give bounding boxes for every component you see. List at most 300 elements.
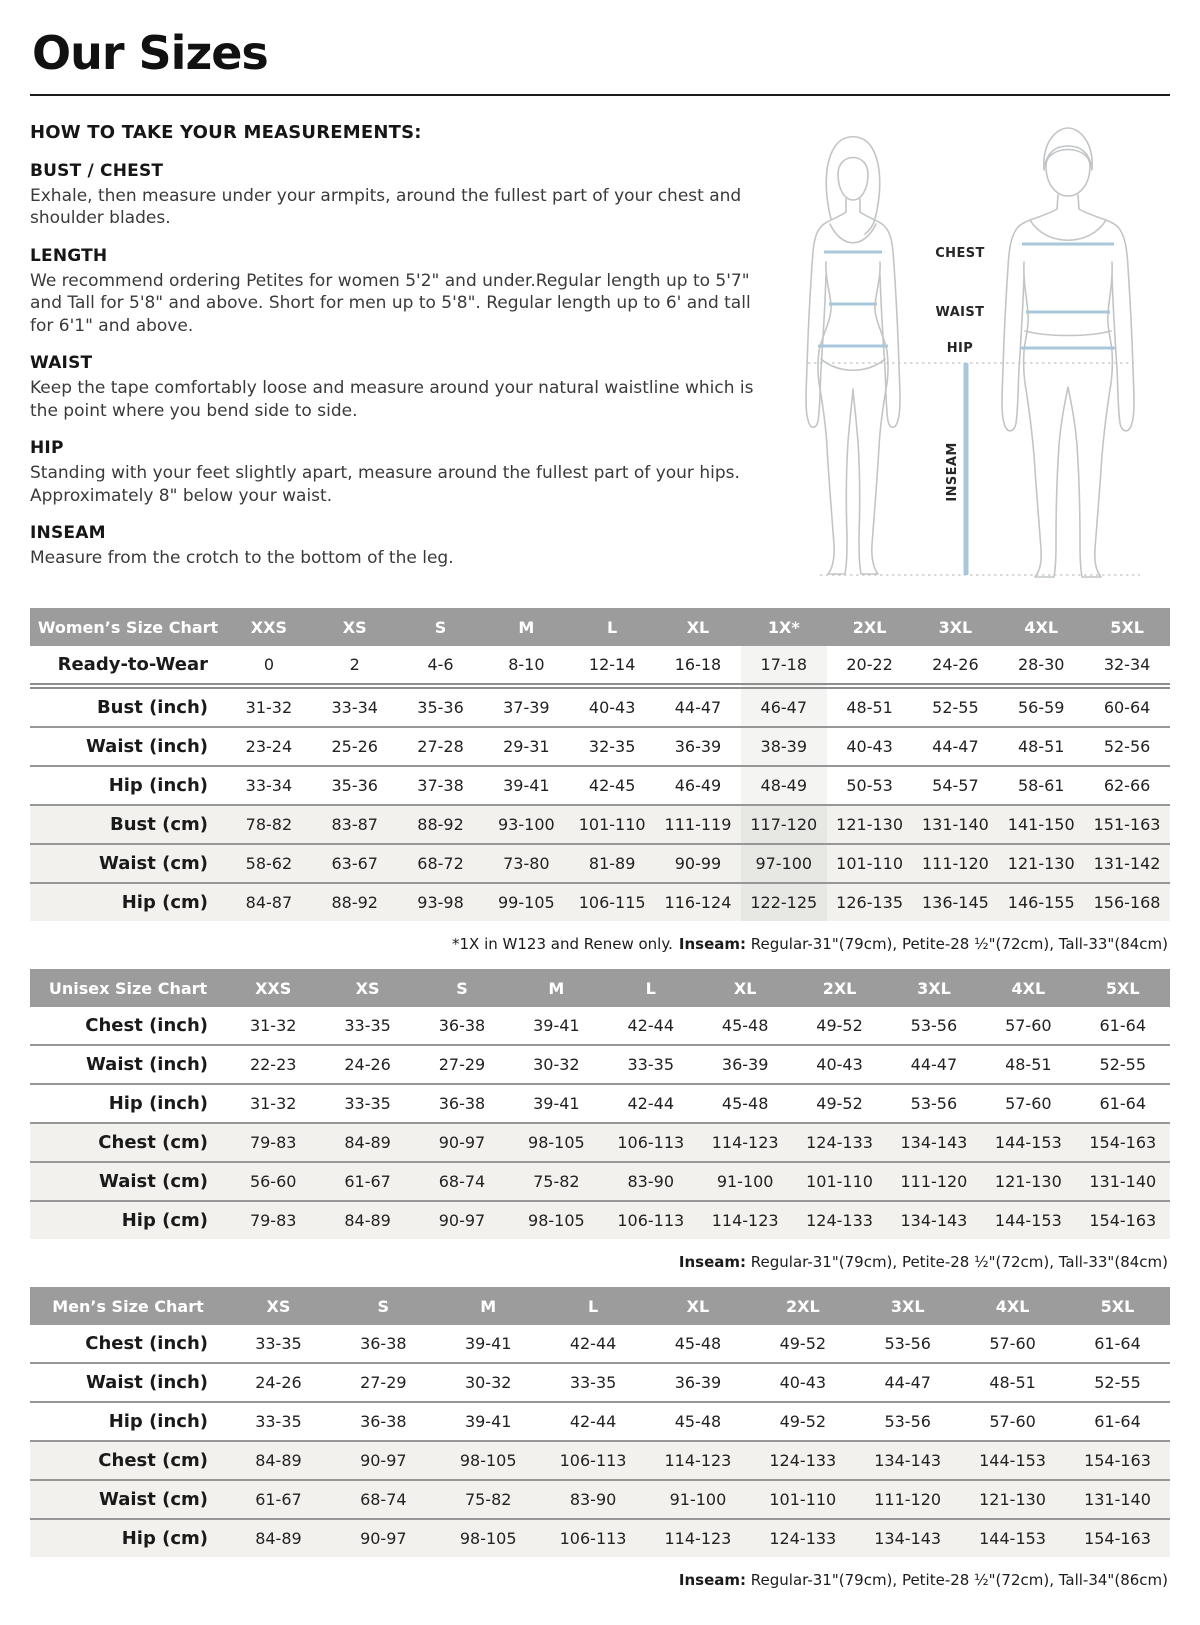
table-row — [30, 883, 1170, 921]
one-x-footnote: *1X in W123 and Renew only. — [452, 935, 673, 953]
size-value-cell: 111-119 — [664, 815, 732, 834]
section-title: INSEAM — [30, 522, 106, 543]
table-row — [30, 1045, 1170, 1084]
inseam-footnote-text: Regular-31"(79cm), Petite-28 ½"(72cm), Tall-33"(84cm) — [746, 1253, 1168, 1271]
size-value-cell: 101-110 — [836, 854, 904, 873]
size-column-header: L — [569, 608, 655, 646]
size-column-header: 5XL — [1084, 608, 1170, 646]
size-column-header: M — [483, 608, 569, 646]
size-value-cell: 124-133 — [769, 1529, 837, 1548]
size-value-cell: 36-38 — [360, 1334, 407, 1353]
size-column-header: 4XL — [981, 969, 1075, 1007]
section-inseam — [30, 523, 758, 569]
size-value-cell: 83-90 — [569, 1490, 617, 1509]
mens-inseam-footnote — [679, 1571, 1168, 1589]
size-value-cell: 134-143 — [900, 1133, 968, 1152]
table-header-row — [30, 1287, 1170, 1325]
size-value-cell: 124-133 — [806, 1211, 873, 1230]
size-value-cell: 38-39 — [741, 727, 827, 766]
size-value-cell: 45-48 — [721, 1094, 769, 1113]
size-value-cell: 44-47 — [932, 737, 979, 756]
size-value-cell: 57-60 — [1005, 1016, 1052, 1035]
section-title: WAIST — [30, 353, 93, 374]
inseam-footnote-text: Regular-31"(79cm), Petite-28 ½"(72cm), Tall-34"(86cm) — [746, 1571, 1168, 1589]
size-value-cell: 40-43 — [779, 1373, 827, 1392]
measurement-diagram — [768, 116, 1170, 592]
size-value-cell: 61-67 — [255, 1490, 302, 1509]
size-value-cell: 79-83 — [249, 1133, 297, 1152]
size-column-header: 5XL — [1065, 1287, 1170, 1325]
size-value-cell: 81-89 — [588, 854, 636, 873]
size-column-header: 4XL — [960, 1287, 1065, 1325]
size-value-cell: 121-130 — [1007, 854, 1075, 873]
size-value-cell: 154-163 — [1089, 1211, 1157, 1230]
row-label: Waist (inch) — [85, 736, 208, 757]
size-value-cell: 44-47 — [674, 698, 722, 717]
size-column-header: XS — [312, 608, 398, 646]
row-label: Hip (cm) — [121, 1528, 208, 1549]
size-column-header: 4XL — [998, 608, 1084, 646]
size-value-cell: 52-55 — [1094, 1373, 1141, 1392]
size-value-cell: 131-140 — [921, 815, 989, 834]
row-label: Chest (cm) — [98, 1450, 208, 1471]
size-value-cell: 90-97 — [438, 1211, 486, 1230]
size-value-cell: 56-60 — [249, 1172, 297, 1191]
table-row — [30, 844, 1170, 883]
size-value-cell: 57-60 — [1005, 1094, 1052, 1113]
size-value-cell: 37-38 — [417, 776, 464, 795]
table-row — [30, 1441, 1170, 1480]
table-title: Men’s Size Chart — [30, 1287, 226, 1325]
size-value-cell: 27-29 — [438, 1055, 486, 1074]
row-label: Hip (cm) — [121, 1210, 208, 1231]
inseam-footnote-text: Regular-31"(79cm), Petite-28 ½"(72cm), Tall-33"(84cm) — [746, 935, 1168, 953]
size-value-cell: 37-39 — [503, 698, 550, 717]
size-value-cell: 44-47 — [910, 1055, 958, 1074]
size-value-cell: 111-120 — [921, 854, 989, 873]
size-value-cell: 45-48 — [674, 1334, 722, 1353]
size-value-cell: 49-52 — [779, 1334, 827, 1353]
size-value-cell: 40-43 — [816, 1055, 863, 1074]
size-value-cell: 33-34 — [331, 698, 378, 717]
size-value-cell: 33-34 — [245, 776, 293, 795]
size-value-cell: 42-45 — [588, 776, 636, 795]
size-value-cell: 33-35 — [627, 1055, 674, 1074]
male-figure-outline — [1002, 128, 1134, 577]
size-value-cell: 33-35 — [344, 1016, 391, 1035]
size-value-cell: 63-67 — [331, 854, 378, 873]
size-column-header: S — [398, 608, 484, 646]
inseam-footnote-label: Inseam: — [678, 1571, 747, 1589]
size-value-cell: 31-32 — [245, 698, 293, 717]
size-value-cell: 154-163 — [1084, 1451, 1151, 1470]
size-value-cell: 144-153 — [979, 1451, 1046, 1470]
size-column-header: M — [436, 1287, 541, 1325]
size-column-header: L — [541, 1287, 646, 1325]
size-column-header: S — [331, 1287, 436, 1325]
size-value-cell: 106-115 — [578, 893, 646, 912]
table-title: Unisex Size Chart — [30, 969, 226, 1007]
size-value-cell: 75-82 — [533, 1172, 580, 1191]
size-value-cell: 53-56 — [910, 1094, 958, 1113]
size-value-cell: 58-62 — [245, 854, 293, 873]
section-body: Exhale, then measure under your armpits, around the fullest part of your chest and shoulder blades. — [30, 186, 742, 229]
size-value-cell: 111-120 — [900, 1172, 968, 1191]
size-value-cell: 32-34 — [1103, 655, 1151, 674]
table-row — [30, 1123, 1170, 1162]
size-column-header: XL — [655, 608, 741, 646]
size-value-cell: 35-36 — [417, 698, 464, 717]
size-value-cell: 61-67 — [344, 1172, 391, 1191]
size-column-header: 2XL — [792, 969, 886, 1007]
size-value-cell: 52-55 — [932, 698, 979, 717]
size-value-cell: 46-47 — [741, 686, 827, 727]
size-value-cell: 106-113 — [559, 1529, 627, 1548]
table-header-row — [30, 608, 1170, 646]
size-value-cell: 42-44 — [627, 1016, 674, 1035]
size-value-cell: 106-113 — [617, 1133, 685, 1152]
size-column-header: 3XL — [887, 969, 981, 1007]
size-value-cell: 48-49 — [741, 766, 827, 805]
size-value-cell: 33-35 — [255, 1412, 302, 1431]
table-row — [30, 1201, 1170, 1239]
mens-table-footnotes — [32, 1571, 1168, 1589]
size-value-cell: 98-105 — [459, 1451, 517, 1470]
measurement-instructions — [30, 120, 758, 575]
size-value-cell: 32-35 — [588, 737, 636, 756]
size-value-cell: 20-22 — [846, 655, 893, 674]
size-value-cell: 101-110 — [578, 815, 646, 834]
womens-inseam-footnote — [679, 935, 1168, 953]
section-length — [30, 246, 758, 337]
size-value-cell: 141-150 — [1007, 815, 1075, 834]
size-column-header: XS — [320, 969, 414, 1007]
size-column-header: 1X* — [741, 608, 827, 646]
table-row — [30, 1162, 1170, 1201]
size-value-cell: 0 — [263, 655, 274, 674]
size-value-cell: 90-97 — [438, 1133, 486, 1152]
size-value-cell: 4-6 — [427, 655, 454, 674]
size-value-cell: 154-163 — [1089, 1133, 1157, 1152]
section-title: BUST / CHEST — [30, 161, 164, 181]
table-row — [30, 1084, 1170, 1123]
size-value-cell: 88-92 — [417, 815, 464, 834]
title-divider — [30, 94, 1170, 96]
size-value-cell: 84-89 — [344, 1133, 391, 1152]
size-value-cell: 90-97 — [360, 1451, 407, 1470]
size-value-cell: 91-100 — [669, 1490, 727, 1509]
size-value-cell: 22-23 — [249, 1055, 297, 1074]
size-value-cell: 121-130 — [979, 1490, 1046, 1509]
size-value-cell: 114-123 — [664, 1529, 732, 1548]
size-value-cell: 151-163 — [1093, 815, 1161, 834]
size-tables-section — [30, 608, 1170, 1589]
size-value-cell: 36-39 — [674, 1373, 722, 1392]
size-column-header: XL — [646, 1287, 751, 1325]
size-value-cell: 116-124 — [664, 893, 732, 912]
size-value-cell: 68-74 — [438, 1172, 486, 1191]
table-row — [30, 1480, 1170, 1519]
size-value-cell: 30-32 — [533, 1055, 580, 1074]
size-value-cell: 146-155 — [1007, 893, 1075, 912]
size-value-cell: 101-110 — [769, 1490, 837, 1509]
intro-section — [30, 120, 1170, 592]
size-value-cell: 90-99 — [674, 854, 722, 873]
size-value-cell: 91-100 — [716, 1172, 774, 1191]
size-value-cell: 83-90 — [627, 1172, 674, 1191]
waist-label: WAIST — [935, 305, 985, 320]
size-value-cell: 31-32 — [249, 1094, 297, 1113]
inseam-footnote-label: Inseam: — [678, 1253, 747, 1271]
size-value-cell: 154-163 — [1084, 1529, 1151, 1548]
size-value-cell: 31-32 — [249, 1016, 297, 1035]
size-value-cell: 36-39 — [721, 1055, 769, 1074]
size-value-cell: 45-48 — [721, 1016, 769, 1035]
size-value-cell: 131-142 — [1093, 854, 1161, 873]
size-value-cell: 111-120 — [874, 1490, 942, 1509]
table-row — [30, 646, 1170, 686]
section-body: We recommend ordering Petites for women 5'2" and under.Regular length up to 5'7" and Tall for 5'8" and above. Short for men up to 5'8". Regular length up to 6' and tall for 6'1" and above. — [30, 270, 751, 336]
size-value-cell: 93-98 — [417, 893, 464, 912]
size-column-header: 3XL — [913, 608, 999, 646]
size-value-cell: 61-64 — [1099, 1094, 1146, 1113]
size-value-cell: 42-44 — [569, 1334, 617, 1353]
size-value-cell: 42-44 — [569, 1412, 617, 1431]
row-label: Waist (cm) — [99, 1171, 208, 1192]
table-header-row — [30, 969, 1170, 1007]
size-value-cell: 17-18 — [741, 646, 827, 686]
size-value-cell: 52-55 — [1099, 1055, 1146, 1074]
instructions-heading: HOW TO TAKE YOUR MEASUREMENTS: — [30, 122, 422, 143]
size-column-header: 2XL — [750, 1287, 855, 1325]
size-value-cell: 144-153 — [979, 1529, 1046, 1548]
size-value-cell: 84-87 — [245, 893, 293, 912]
size-value-cell: 36-38 — [438, 1016, 486, 1035]
size-column-header: XS — [226, 1287, 331, 1325]
size-value-cell: 136-145 — [921, 893, 989, 912]
hip-label: HIP — [946, 341, 974, 356]
size-value-cell: 49-52 — [779, 1412, 827, 1431]
row-label: Hip (inch) — [108, 775, 208, 796]
size-value-cell: 24-26 — [932, 655, 979, 674]
size-value-cell: 144-153 — [994, 1211, 1062, 1230]
size-value-cell: 33-35 — [569, 1373, 617, 1392]
size-value-cell: 60-64 — [1103, 698, 1151, 717]
size-value-cell: 53-56 — [884, 1334, 931, 1353]
size-value-cell: 44-47 — [884, 1373, 931, 1392]
size-value-cell: 12-14 — [588, 655, 636, 674]
size-value-cell: 61-64 — [1099, 1016, 1146, 1035]
unisex-inseam-footnote — [679, 1253, 1168, 1271]
size-value-cell: 134-143 — [874, 1451, 942, 1470]
size-value-cell: 48-51 — [989, 1373, 1036, 1392]
size-value-cell: 24-26 — [344, 1055, 391, 1074]
size-value-cell: 48-51 — [846, 698, 893, 717]
size-value-cell: 61-64 — [1094, 1412, 1141, 1431]
size-value-cell: 53-56 — [910, 1016, 958, 1035]
size-value-cell: 50-53 — [846, 776, 893, 795]
size-value-cell: 24-26 — [255, 1373, 302, 1392]
size-value-cell: 121-130 — [994, 1172, 1062, 1191]
size-value-cell: 134-143 — [900, 1211, 968, 1230]
row-label: Waist (inch) — [85, 1054, 208, 1075]
table-row — [30, 686, 1170, 727]
mens-size-table — [30, 1287, 1170, 1557]
table-row — [30, 727, 1170, 766]
size-value-cell: 54-57 — [932, 776, 979, 795]
size-value-cell: 46-49 — [674, 776, 722, 795]
size-value-cell: 61-64 — [1094, 1334, 1141, 1353]
size-value-cell: 27-29 — [360, 1373, 407, 1392]
size-value-cell: 88-92 — [331, 893, 378, 912]
size-column-header: M — [509, 969, 603, 1007]
size-value-cell: 42-44 — [627, 1094, 674, 1113]
size-value-cell: 79-83 — [249, 1211, 297, 1230]
row-label: Bust (cm) — [110, 814, 208, 835]
size-column-header: XXS — [226, 608, 312, 646]
size-value-cell: 30-32 — [464, 1373, 512, 1392]
size-value-cell: 48-51 — [1017, 737, 1065, 756]
size-column-header: S — [415, 969, 509, 1007]
size-value-cell: 33-35 — [344, 1094, 391, 1113]
row-label: Bust (inch) — [96, 697, 208, 718]
size-value-cell: 68-74 — [360, 1490, 407, 1509]
size-value-cell: 114-123 — [664, 1451, 732, 1470]
row-label: Hip (inch) — [108, 1093, 208, 1114]
page-title: Our Sizes — [32, 26, 268, 80]
row-label: Waist (cm) — [99, 1489, 208, 1510]
size-value-cell: 121-130 — [836, 815, 904, 834]
table-row — [30, 1007, 1170, 1045]
size-value-cell: 98-105 — [528, 1133, 585, 1152]
row-label: Hip (cm) — [121, 892, 208, 913]
size-value-cell: 33-35 — [255, 1334, 302, 1353]
table-row — [30, 1519, 1170, 1557]
size-value-cell: 36-39 — [674, 737, 722, 756]
chest-label: CHEST — [935, 246, 985, 261]
size-column-header: 3XL — [855, 1287, 960, 1325]
size-value-cell: 101-110 — [806, 1172, 873, 1191]
size-value-cell: 98-105 — [528, 1211, 585, 1230]
table-title: Women’s Size Chart — [30, 608, 226, 646]
section-bust-chest — [30, 161, 758, 230]
size-value-cell: 93-100 — [498, 815, 555, 834]
size-value-cell: 8-10 — [508, 655, 545, 674]
size-column-header: 2XL — [827, 608, 913, 646]
female-figure-outline — [806, 137, 900, 574]
section-body: Standing with your feet slightly apart, measure around the fullest part of your hips. Approximately 8" below your waist. — [30, 463, 740, 506]
size-value-cell: 124-133 — [806, 1133, 873, 1152]
size-value-cell: 39-41 — [464, 1334, 512, 1353]
size-value-cell: 131-140 — [1089, 1172, 1157, 1191]
size-value-cell: 134-143 — [874, 1529, 942, 1548]
section-body: Measure from the crotch to the bottom of the leg. — [30, 547, 454, 568]
size-column-header: 5XL — [1076, 969, 1170, 1007]
size-column-header: L — [604, 969, 698, 1007]
size-value-cell: 117-120 — [741, 805, 827, 844]
table-row — [30, 1325, 1170, 1363]
size-value-cell: 36-38 — [360, 1412, 407, 1431]
size-value-cell: 84-89 — [344, 1211, 391, 1230]
table-row — [30, 1363, 1170, 1402]
size-value-cell: 49-52 — [816, 1016, 863, 1035]
row-label: Waist (cm) — [99, 853, 208, 874]
row-label: Hip (inch) — [108, 1411, 208, 1432]
reference-lines — [808, 363, 1140, 575]
inseam-label: INSEAM — [945, 442, 960, 502]
size-value-cell: 124-133 — [769, 1451, 837, 1470]
size-value-cell: 39-41 — [533, 1094, 580, 1113]
size-value-cell: 28-30 — [1017, 655, 1065, 674]
section-title: LENGTH — [30, 245, 108, 266]
table-row — [30, 766, 1170, 805]
size-value-cell: 2 — [349, 655, 360, 674]
size-value-cell: 122-125 — [741, 883, 827, 921]
row-label: Ready-to-Wear — [57, 654, 208, 675]
table-row — [30, 805, 1170, 844]
size-value-cell: 68-72 — [417, 854, 464, 873]
size-value-cell: 53-56 — [884, 1412, 931, 1431]
size-value-cell: 56-59 — [1017, 698, 1065, 717]
size-value-cell: 40-43 — [588, 698, 636, 717]
size-value-cell: 131-140 — [1084, 1490, 1151, 1509]
size-value-cell: 156-168 — [1093, 893, 1161, 912]
section-body: Keep the tape comfortably loose and measure around your natural waistline which is the point where you bend side to side. — [30, 378, 754, 421]
size-value-cell: 52-56 — [1103, 737, 1151, 756]
table-row — [30, 1402, 1170, 1441]
size-column-header: XXS — [226, 969, 320, 1007]
size-value-cell: 73-80 — [503, 854, 550, 873]
size-value-cell: 90-97 — [360, 1529, 407, 1548]
size-value-cell: 84-89 — [255, 1529, 302, 1548]
size-value-cell: 106-113 — [559, 1451, 627, 1470]
size-value-cell: 39-41 — [503, 776, 550, 795]
size-value-cell: 75-82 — [464, 1490, 512, 1509]
row-label: Chest (cm) — [98, 1132, 208, 1153]
row-label: Waist (inch) — [85, 1372, 208, 1393]
size-value-cell: 23-24 — [245, 737, 293, 756]
size-value-cell: 106-113 — [617, 1211, 685, 1230]
womens-table-footnotes — [32, 935, 1168, 953]
size-value-cell: 45-48 — [674, 1412, 722, 1431]
inseam-footnote-label: Inseam: — [678, 935, 747, 953]
size-value-cell: 83-87 — [331, 815, 378, 834]
size-value-cell: 114-123 — [711, 1133, 779, 1152]
size-value-cell: 144-153 — [994, 1133, 1062, 1152]
size-value-cell: 126-135 — [836, 893, 904, 912]
section-waist — [30, 353, 758, 422]
size-value-cell: 114-123 — [711, 1211, 779, 1230]
size-value-cell: 27-28 — [417, 737, 464, 756]
size-value-cell: 39-41 — [464, 1412, 512, 1431]
size-value-cell: 48-51 — [1005, 1055, 1052, 1074]
size-value-cell: 16-18 — [674, 655, 722, 674]
size-value-cell: 39-41 — [533, 1016, 580, 1035]
section-hip — [30, 438, 758, 507]
size-value-cell: 99-105 — [498, 893, 555, 912]
size-value-cell: 49-52 — [816, 1094, 863, 1113]
size-value-cell: 29-31 — [503, 737, 550, 756]
section-title: HIP — [30, 438, 64, 459]
size-value-cell: 57-60 — [989, 1334, 1036, 1353]
size-value-cell: 84-89 — [255, 1451, 302, 1470]
body-measurement-illustration — [768, 116, 1170, 588]
unisex-table-footnotes — [32, 1253, 1168, 1271]
unisex-size-table — [30, 969, 1170, 1239]
size-value-cell: 35-36 — [331, 776, 378, 795]
size-value-cell: 57-60 — [989, 1412, 1036, 1431]
size-value-cell: 58-61 — [1017, 776, 1065, 795]
